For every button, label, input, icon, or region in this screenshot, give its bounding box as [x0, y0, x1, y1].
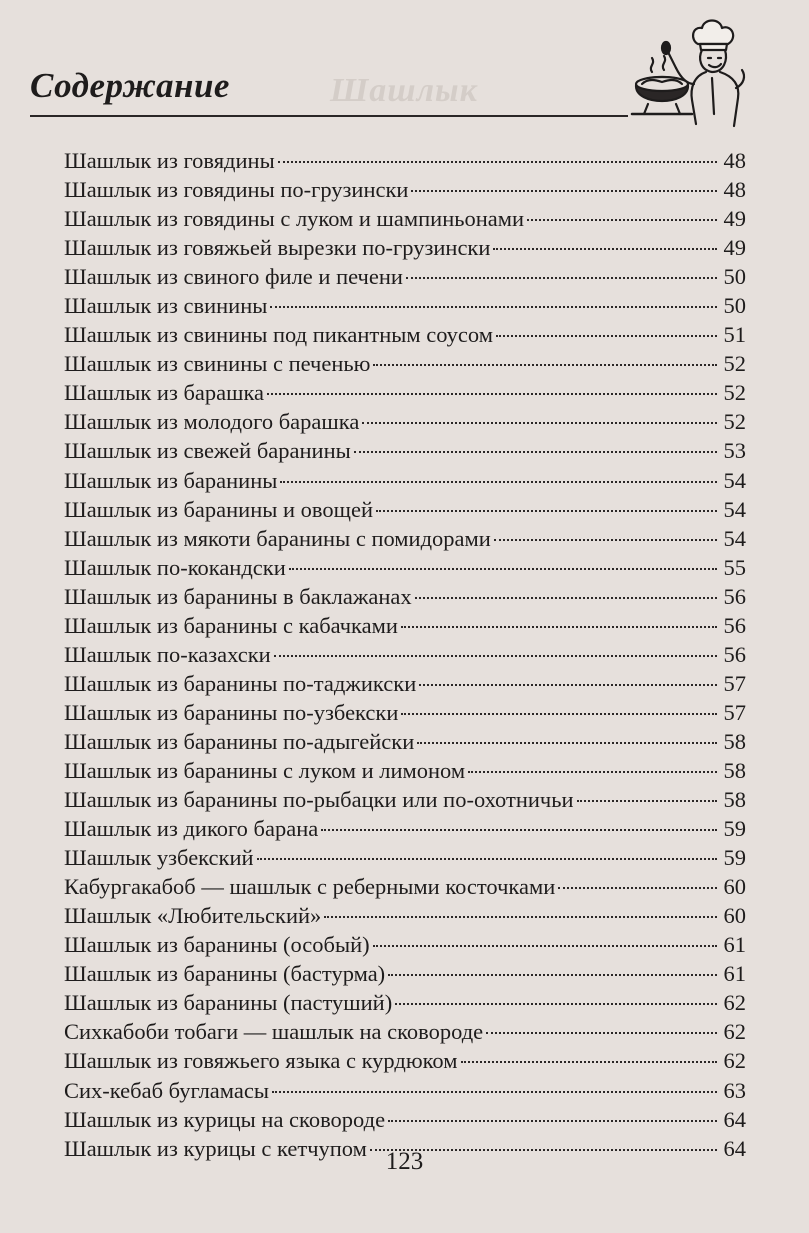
toc-entry-title: Шашлык из говядины по-грузински [64, 177, 409, 203]
dot-leader [324, 916, 717, 918]
dot-leader [527, 219, 717, 221]
toc-entry [64, 959, 746, 988]
toc-entry-page: 56 [723, 583, 746, 609]
dot-leader [321, 829, 717, 831]
dot-leader [376, 510, 717, 512]
toc-entry-title: Кабургакабоб — шашлык с реберными косточками [64, 874, 556, 900]
dot-leader [496, 335, 717, 337]
toc-entry-title: Шашлык из говядины с луком и шампиньонами [64, 206, 525, 232]
toc-entry-title: Шашлык из курицы на сковороде [64, 1106, 386, 1132]
toc-entry-page: 51 [723, 322, 746, 348]
header-rule [30, 115, 628, 117]
toc-entry-title: Шашлык из баранины [64, 467, 278, 493]
toc-entry-page: 56 [723, 641, 746, 667]
toc-entry-title: Шашлык из баранины в баклажанах [64, 583, 412, 609]
toc-entry [64, 1046, 746, 1075]
toc-entry [64, 843, 746, 872]
toc-entry-title: Шашлык по-казахски [64, 641, 271, 667]
toc-entry-title: Шашлык из баранины (бастурма) [64, 961, 386, 987]
chef-with-cauldron-icon [628, 14, 750, 130]
toc-entry-page: 63 [723, 1077, 746, 1103]
toc-entry-page: 55 [723, 554, 746, 580]
toc-entry-page: 54 [723, 496, 746, 522]
toc-entry-page: 52 [723, 409, 746, 435]
dot-leader [280, 481, 717, 483]
toc-entry-title: Шашлык из говяжьего языка с курдюком [64, 1048, 458, 1074]
toc-entry [64, 1076, 746, 1105]
page-number: 123 [385, 1148, 424, 1175]
toc-entry-title: Шашлык «Любительский» [64, 903, 322, 929]
toc-entry [64, 727, 746, 756]
dot-leader [558, 887, 717, 889]
toc-entry-page: 54 [723, 525, 746, 551]
toc-entry-title: Шашлык из свежей баранины [64, 438, 351, 464]
dot-leader [401, 713, 717, 715]
dot-leader [411, 190, 717, 192]
dot-leader [274, 655, 717, 657]
dot-leader [395, 1003, 717, 1005]
toc-entry-title: Шашлык из говяжьей вырезки по-грузински [64, 235, 491, 261]
toc-entry [64, 785, 746, 814]
toc-entry [64, 175, 746, 204]
dot-leader [577, 800, 717, 802]
dot-leader [373, 364, 717, 366]
toc-entry-title: Сих-кебаб бугламасы [64, 1077, 269, 1103]
dot-leader [406, 277, 717, 279]
toc-entry-title: Шашлык из говядины [64, 148, 275, 173]
toc-entry-page: 58 [723, 728, 746, 754]
toc-entry-page: 61 [723, 932, 746, 958]
dot-leader [468, 771, 717, 773]
dot-leader [257, 858, 717, 860]
toc-entry-title: Шашлык из баранины по-узбекски [64, 699, 399, 725]
dot-leader [373, 945, 717, 947]
toc-entry-page: 60 [723, 874, 746, 900]
toc-entry-title: Шашлык из баранины (особый) [64, 932, 370, 958]
toc-entry [64, 930, 746, 959]
toc-entry-title: Шашлык из баранины по-адыгейски [64, 728, 415, 754]
toc-entry-title: Шашлык по-кокандски [64, 554, 286, 580]
toc-entry [64, 553, 746, 582]
toc-entry-page: 61 [723, 961, 746, 987]
toc-entry-page: 52 [723, 380, 746, 406]
toc-entry [64, 611, 746, 640]
toc-entry [64, 349, 746, 378]
toc-entry-page: 64 [723, 1106, 746, 1132]
toc-entry-page: 48 [723, 148, 746, 173]
toc-entry-title: Шашлык из мякоти баранины с помидорами [64, 525, 491, 551]
dot-leader [289, 568, 717, 570]
toc-entry-title: Шашлык из баранины с луком и лимоном [64, 757, 466, 783]
dot-leader [401, 626, 717, 628]
toc-entry-title: Сихкабоби тобаги — шашлык на сковороде [64, 1019, 484, 1045]
toc-entry [64, 698, 746, 727]
toc-entry-page: 49 [723, 235, 746, 261]
toc-entry-title: Шашлык из барашка [64, 380, 265, 406]
toc-entry-page: 58 [723, 757, 746, 783]
toc-entry-title: Шашлык из дикого барана [64, 816, 319, 842]
dot-leader [272, 1091, 717, 1093]
dot-leader [461, 1061, 718, 1063]
toc-entry [64, 901, 746, 930]
dot-leader [267, 393, 717, 395]
toc-entry-title: Шашлык из курицы с кетчупом [64, 1135, 367, 1161]
toc-entry-page: 60 [723, 903, 746, 929]
toc-entry [64, 669, 746, 698]
toc-entry-title: Шашлык из свиного филе и печени [64, 264, 403, 290]
toc-entry-title: Шашлык из свинины под пикантным соусом [64, 322, 493, 348]
toc-entry-title: Шашлык из баранины и овощей [64, 496, 373, 522]
toc-entry-page: 50 [723, 264, 746, 290]
dot-leader [415, 597, 717, 599]
dot-leader [494, 539, 717, 541]
toc-entry-title: Шашлык из баранины с кабачками [64, 612, 398, 638]
toc-entry [64, 640, 746, 669]
dot-leader [493, 248, 717, 250]
toc-entry-page: 56 [723, 612, 746, 638]
toc-entry [64, 291, 746, 320]
dot-leader [270, 306, 717, 308]
toc-entry [64, 988, 746, 1017]
toc-entry [64, 814, 746, 843]
dot-leader [354, 451, 717, 453]
toc-entry [64, 1017, 746, 1046]
toc-entry-title: Шашлык узбекский [64, 845, 254, 871]
toc-entry-title: Шашлык из свинины с печенью [64, 351, 371, 377]
toc-entry-page: 64 [723, 1135, 746, 1161]
toc-entry-page: 62 [723, 1048, 746, 1074]
toc-entry-title: Шашлык из баранины по-таджикски [64, 670, 417, 696]
dot-leader [486, 1032, 717, 1034]
toc-entry [64, 582, 746, 611]
toc-entry-page: 59 [723, 816, 746, 842]
toc-entry-page: 59 [723, 845, 746, 871]
toc-entry-page: 62 [723, 990, 746, 1016]
toc-entry [64, 436, 746, 465]
toc-entry [64, 146, 746, 175]
toc-entry-page: 62 [723, 1019, 746, 1045]
toc-entry [64, 756, 746, 785]
dot-leader [278, 161, 717, 163]
toc-entry-title: Шашлык из молодого барашка [64, 409, 360, 435]
toc-entry [64, 204, 746, 233]
dot-leader [388, 974, 717, 976]
table-of-contents [64, 146, 746, 1163]
toc-entry [64, 378, 746, 407]
toc-entry [64, 262, 746, 291]
toc-entry [64, 466, 746, 495]
toc-entry-page: 52 [723, 351, 746, 377]
dot-leader [419, 684, 717, 686]
page-title: Содержание [30, 66, 230, 105]
toc-entry-title: Шашлык из баранины (пастуший) [64, 990, 393, 1016]
dot-leader [417, 742, 717, 744]
toc-entry-page: 48 [723, 177, 746, 203]
dot-leader [388, 1120, 717, 1122]
toc-entry [64, 320, 746, 349]
toc-entry-page: 58 [723, 787, 746, 813]
toc-entry-page: 57 [723, 699, 746, 725]
toc-entry-page: 49 [723, 206, 746, 232]
show-through-text: Шашлык [330, 72, 478, 109]
toc-entry [64, 1105, 746, 1134]
toc-entry-page: 50 [723, 293, 746, 319]
toc-entry-page: 57 [723, 670, 746, 696]
toc-entry [64, 407, 746, 436]
toc-entry-title: Шашлык из баранины по-рыбацки или по-охотничьи [64, 787, 574, 813]
toc-entry-page: 53 [723, 438, 746, 464]
toc-entry-page: 54 [723, 467, 746, 493]
toc-entry [64, 524, 746, 553]
toc-entry [64, 872, 746, 901]
toc-entry [64, 495, 746, 524]
toc-entry [64, 233, 746, 262]
dot-leader [362, 422, 717, 424]
toc-entry-title: Шашлык из свинины [64, 293, 268, 319]
